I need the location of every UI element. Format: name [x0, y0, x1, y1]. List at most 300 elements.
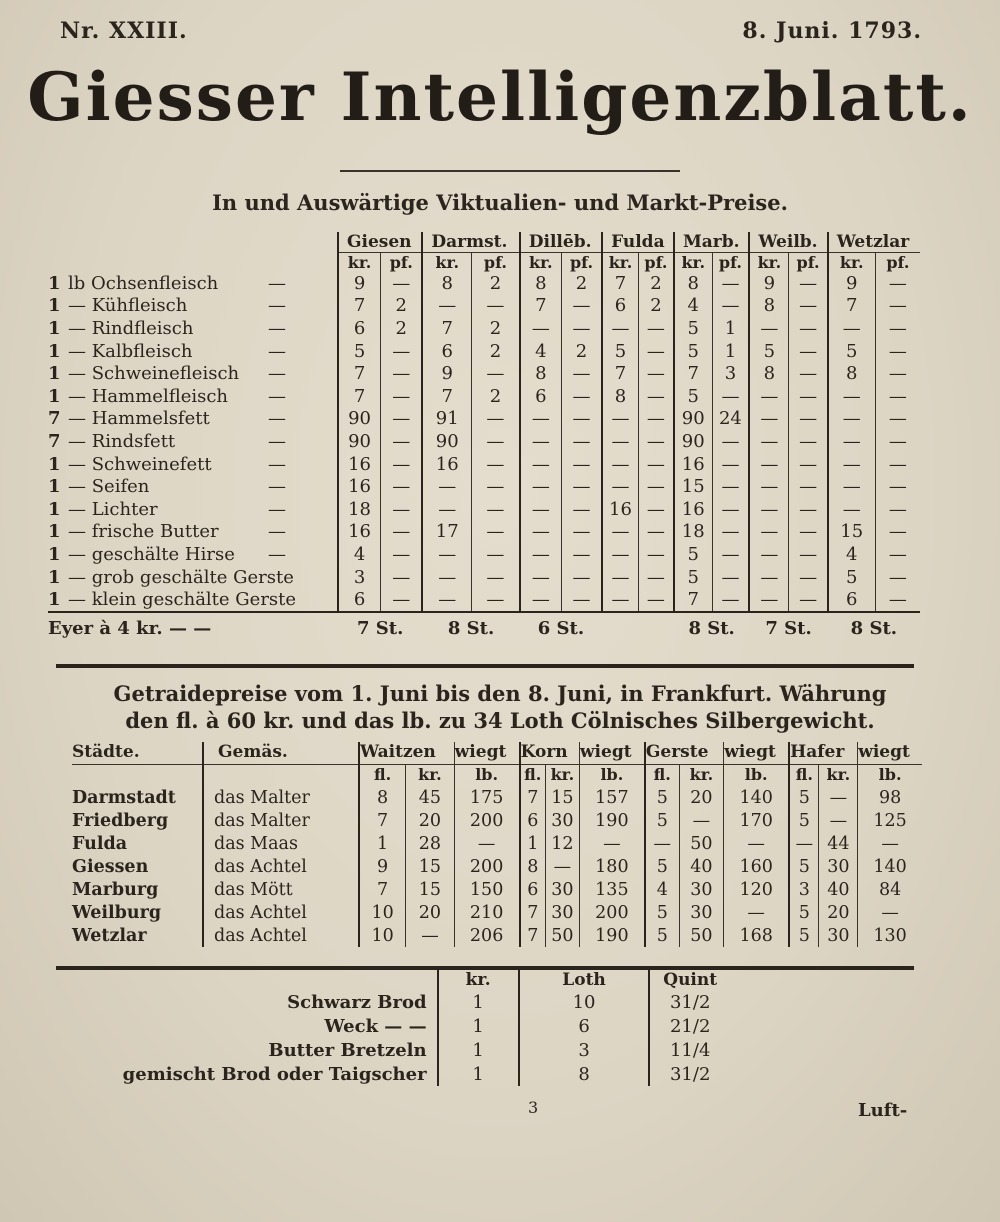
weight-lb: 120: [724, 878, 789, 901]
price-fl: 5: [789, 855, 819, 878]
item-quantity: 1: [48, 498, 61, 520]
price-fl: 5: [645, 786, 679, 809]
item-quantity: 1: [48, 272, 61, 294]
eggs-label: Eyer à 4 kr. — —: [48, 612, 338, 640]
price-kr: 8: [520, 362, 562, 385]
price-kr: —: [520, 588, 562, 612]
price-kr: 4: [828, 543, 876, 566]
item-quantity: 1: [48, 363, 61, 385]
price-kr: 17: [422, 521, 471, 544]
weight-lb: 140: [858, 855, 922, 878]
price-fl: 7: [520, 786, 546, 809]
item-name: — Schweinefleisch: [68, 363, 240, 385]
price-kr: 18: [674, 521, 712, 544]
price-pf: —: [646, 521, 665, 543]
item-dash: —: [268, 408, 286, 430]
price-pf: —: [888, 566, 907, 588]
grain-row: [72, 809, 922, 832]
price-pf: —: [888, 317, 907, 339]
price-kr: 16: [422, 453, 471, 476]
price-kr: —: [749, 453, 789, 476]
price-pf: —: [392, 453, 411, 475]
item-quantity: 1: [48, 317, 61, 339]
price-pf: —: [646, 408, 665, 430]
bread-row: [110, 990, 730, 1014]
price-pf: 2: [489, 385, 502, 407]
price-kr: 15: [828, 521, 876, 544]
price-kr: 90: [674, 408, 712, 431]
price-pf: —: [888, 430, 907, 452]
price-pf: —: [572, 385, 591, 407]
price-kr: 7: [674, 588, 712, 612]
price-kr: 20: [679, 786, 724, 809]
item-cell: [48, 566, 338, 589]
price-pf: —: [486, 589, 505, 611]
price-fl: 4: [645, 878, 679, 901]
item-cell: [48, 385, 338, 408]
price-pf: —: [392, 385, 411, 407]
item-cell: [48, 475, 338, 498]
price-kr: 5: [674, 340, 712, 363]
price-pf: —: [572, 476, 591, 498]
price-pf: —: [888, 340, 907, 362]
price-pf: 1: [724, 340, 737, 362]
weight-lb: —: [454, 832, 519, 855]
item-quantity: 7: [48, 408, 61, 430]
price-kr: 16: [338, 453, 381, 476]
price-pf: —: [799, 589, 818, 611]
price-pf: 2: [395, 317, 407, 339]
price-pf: —: [572, 543, 591, 565]
price-fl: 5: [789, 924, 819, 947]
price-pf: —: [392, 566, 411, 588]
weight-lb: 170: [724, 809, 789, 832]
price-pf: —: [486, 363, 505, 385]
price-pf: —: [799, 317, 818, 339]
price-kr: 5: [674, 543, 712, 566]
item-cell: [48, 543, 338, 566]
bread-loth: 10: [519, 990, 650, 1014]
price-pf: —: [486, 408, 505, 430]
unit-kr: kr.: [406, 765, 454, 787]
price-pf: —: [721, 430, 740, 452]
item-dash: —: [268, 363, 286, 385]
issue-date: 8. Juni. 1793.: [742, 18, 922, 44]
price-fl: 5: [645, 809, 679, 832]
item-dash: —: [268, 430, 286, 452]
price-kr: 15: [674, 475, 712, 498]
price-kr: 7: [422, 385, 471, 408]
price-kr: 30: [819, 855, 858, 878]
item-cell: [48, 408, 338, 431]
eggs-count: [602, 612, 674, 640]
price-kr: —: [602, 408, 638, 431]
price-pf: —: [572, 408, 591, 430]
price-kr: 8: [602, 385, 638, 408]
price-kr: —: [749, 408, 789, 431]
price-kr: —: [749, 385, 789, 408]
price-kr: —: [602, 588, 638, 612]
price-kr: —: [520, 408, 562, 431]
price-pf: —: [646, 340, 665, 362]
measure-unit: das Mött: [203, 878, 359, 901]
market-row: [48, 362, 920, 385]
town-header: Darmst.: [422, 232, 519, 253]
market-row: [48, 475, 920, 498]
price-kr: 8: [828, 362, 876, 385]
grain-row: [72, 786, 922, 809]
price-kr: 7: [602, 362, 638, 385]
price-fl: 5: [645, 901, 679, 924]
price-kr: 4: [674, 295, 712, 318]
unit-header-row: [48, 253, 920, 273]
price-kr: 5: [749, 340, 789, 363]
price-pf: —: [721, 385, 740, 407]
item-cell: [48, 498, 338, 521]
city-name: Weilburg: [72, 902, 162, 923]
price-kr: —: [520, 430, 562, 453]
price-pf: —: [888, 589, 907, 611]
grain-intro-line-1: Getraidepreise vom 1. Juni bis den 8. Juni, in Frankfurt. Währung: [113, 681, 887, 706]
price-kr: —: [679, 809, 724, 832]
item-name: — Seifen: [68, 476, 150, 498]
price-fl: 7: [520, 924, 546, 947]
price-fl: 7: [520, 901, 546, 924]
item-cell: [48, 521, 338, 544]
price-kr: 6: [422, 340, 471, 363]
price-pf: —: [888, 295, 907, 317]
price-kr: 5: [674, 566, 712, 589]
weight-lb: 190: [579, 924, 644, 947]
unit-lb: lb.: [724, 765, 789, 787]
price-kr: 20: [406, 809, 454, 832]
price-kr: 8: [674, 272, 712, 295]
price-kr: —: [828, 408, 876, 431]
city-name: Friedberg: [72, 810, 169, 831]
quint-header: Quint: [649, 970, 730, 990]
eggs-count: 8 St.: [828, 612, 920, 640]
price-kr: 50: [679, 832, 724, 855]
price-pf: —: [799, 453, 818, 475]
price-kr: 30: [545, 878, 579, 901]
price-pf: —: [572, 566, 591, 588]
price-pf: —: [799, 363, 818, 385]
price-pf: —: [799, 295, 818, 317]
unit-kr: kr.: [602, 253, 638, 273]
price-kr: 15: [406, 878, 454, 901]
price-pf: —: [646, 385, 665, 407]
price-kr: 5: [674, 385, 712, 408]
eggs-count: 7 St.: [338, 612, 422, 640]
weight-lb: 140: [724, 786, 789, 809]
price-kr: 7: [828, 295, 876, 318]
price-kr: 50: [679, 924, 724, 947]
price-pf: —: [799, 340, 818, 362]
weight-lb: 210: [454, 901, 519, 924]
item-name: — Rindsfett: [68, 430, 176, 452]
bread-kr: 1: [438, 1062, 519, 1086]
signature-mark: 3: [528, 1098, 539, 1117]
price-pf: —: [486, 430, 505, 452]
item-quantity: 1: [48, 521, 61, 543]
price-pf: —: [392, 408, 411, 430]
price-pf: —: [799, 430, 818, 452]
price-kr: 5: [338, 340, 381, 363]
weight-lb: 200: [579, 901, 644, 924]
weight-lb: 84: [858, 878, 922, 901]
price-pf: 3: [724, 363, 737, 385]
price-kr: 7: [520, 295, 562, 318]
price-kr: 6: [602, 295, 638, 318]
bread-loth: 6: [519, 1014, 650, 1038]
weight-lb: —: [724, 832, 789, 855]
measure-unit: das Malter: [203, 809, 359, 832]
price-pf: —: [572, 317, 591, 339]
price-pf: —: [486, 521, 505, 543]
item-name: — frische Butter: [68, 521, 219, 543]
price-pf: —: [572, 363, 591, 385]
price-kr: —: [828, 430, 876, 453]
price-pf: —: [486, 453, 505, 475]
price-pf: —: [646, 430, 665, 452]
price-pf: —: [572, 521, 591, 543]
price-kr: 28: [406, 832, 454, 855]
grain-intro-line-2: den fl. à 60 kr. und das lb. zu 34 Loth Cölnisches Silbergewicht.: [125, 708, 875, 733]
price-kr: 9: [749, 272, 789, 295]
price-kr: —: [602, 566, 638, 589]
price-fl: 5: [789, 809, 819, 832]
price-pf: —: [392, 498, 411, 520]
price-pf: —: [888, 453, 907, 475]
item-dash: —: [268, 453, 286, 475]
market-row: [48, 566, 920, 589]
eggs-count: 8 St.: [422, 612, 519, 640]
unit-lb: lb.: [579, 765, 644, 787]
item-cell: [48, 430, 338, 453]
price-kr: 30: [679, 901, 724, 924]
bread-quint: 21/2: [649, 1014, 730, 1038]
item-name: — Rindfleisch: [68, 317, 194, 339]
item-name: — Hammelfleisch: [68, 385, 229, 407]
eggs-count: 8 St.: [674, 612, 749, 640]
weighs-header: wiegt: [454, 742, 519, 765]
price-kr: 30: [545, 901, 579, 924]
price-kr: 7: [602, 272, 638, 295]
catchword: Luft-: [858, 1100, 908, 1121]
price-kr: —: [602, 543, 638, 566]
measure-header: Gemäs.: [203, 742, 359, 765]
weight-lb: 200: [454, 855, 519, 878]
item-cell: [48, 588, 338, 612]
price-kr: 3: [338, 566, 381, 589]
price-pf: —: [721, 521, 740, 543]
price-pf: —: [572, 430, 591, 452]
kr-header: kr.: [438, 970, 519, 990]
unit-kr: kr.: [338, 253, 381, 273]
weight-lb: 130: [858, 924, 922, 947]
item-dash: —: [268, 317, 286, 339]
grain-row: [72, 901, 922, 924]
market-prices-table: [48, 232, 920, 640]
bread-quint: 31/2: [649, 990, 730, 1014]
price-kr: —: [749, 498, 789, 521]
price-pf: 2: [650, 272, 662, 294]
item-quantity: 1: [48, 453, 61, 475]
price-pf: —: [721, 589, 740, 611]
price-kr: 6: [828, 588, 876, 612]
price-pf: —: [572, 295, 591, 317]
price-kr: 5: [674, 317, 712, 340]
bread-name: Weck — —: [324, 1015, 427, 1037]
price-pf: —: [799, 476, 818, 498]
measure-unit: das Malter: [203, 786, 359, 809]
loth-header: Loth: [519, 970, 650, 990]
price-pf: —: [646, 543, 665, 565]
weight-lb: 175: [454, 786, 519, 809]
unit-kr: kr.: [545, 765, 579, 787]
weight-lb: —: [579, 832, 644, 855]
market-row: [48, 295, 920, 318]
item-quantity: 1: [48, 566, 61, 588]
oats-header: Hafer: [789, 742, 858, 765]
bread-name: gemischt Brod oder Taigscher: [122, 1063, 427, 1085]
weight-lb: 150: [454, 878, 519, 901]
item-dash: —: [268, 521, 286, 543]
price-kr: 15: [545, 786, 579, 809]
price-pf: 2: [575, 340, 588, 362]
bread-row: [110, 1014, 730, 1038]
price-kr: 16: [674, 453, 712, 476]
price-kr: —: [749, 588, 789, 612]
price-kr: 45: [406, 786, 454, 809]
price-kr: 20: [819, 901, 858, 924]
weight-lb: 98: [858, 786, 922, 809]
grain-prices-body: [72, 786, 922, 947]
price-fl: 6: [520, 878, 546, 901]
price-pf: —: [799, 498, 818, 520]
price-pf: —: [799, 385, 818, 407]
bread-prices-body: [110, 990, 730, 1086]
market-row: [48, 317, 920, 340]
price-pf: —: [799, 521, 818, 543]
price-kr: —: [422, 295, 471, 318]
item-dash: —: [268, 340, 286, 362]
price-pf: —: [646, 589, 665, 611]
unit-fl: fl.: [789, 765, 819, 787]
unit-kr: kr.: [749, 253, 789, 273]
item-quantity: 1: [48, 340, 61, 362]
price-kr: 9: [828, 272, 876, 295]
weight-lb: —: [858, 832, 922, 855]
item-name: — grob geschälte Gerste: [68, 566, 294, 588]
price-fl: 3: [789, 878, 819, 901]
item-dash: —: [268, 295, 286, 317]
price-fl: 6: [520, 809, 546, 832]
city-name: Wetzlar: [72, 925, 147, 946]
price-kr: 5: [828, 340, 876, 363]
price-kr: 40: [819, 878, 858, 901]
bread-kr: 1: [438, 1038, 519, 1062]
measure-unit: das Achtel: [203, 855, 359, 878]
market-row: [48, 385, 920, 408]
item-name: — Hammelsfett: [68, 408, 210, 430]
price-kr: 7: [338, 295, 381, 318]
price-pf: —: [799, 272, 818, 294]
unit-lb: lb.: [454, 765, 519, 787]
eggs-count: 6 St.: [520, 612, 602, 640]
price-kr: —: [520, 453, 562, 476]
grain-prices-table: [72, 742, 922, 947]
eggs-row: [48, 612, 920, 640]
item-cell: [48, 295, 338, 318]
bread-prices-table: [110, 970, 730, 1086]
price-pf: —: [721, 476, 740, 498]
price-kr: —: [819, 786, 858, 809]
city-name: Fulda: [72, 833, 128, 854]
item-cell: [48, 453, 338, 476]
bread-loth: 3: [519, 1038, 650, 1062]
price-kr: —: [422, 475, 471, 498]
price-kr: 9: [338, 272, 381, 295]
price-kr: 15: [406, 855, 454, 878]
weight-lb: 190: [579, 809, 644, 832]
city-name: Marburg: [72, 879, 159, 900]
unit-pf: pf.: [569, 253, 594, 272]
price-kr: 16: [338, 475, 381, 498]
price-kr: —: [422, 566, 471, 589]
bread-row: [110, 1038, 730, 1062]
unit-kr: kr.: [828, 253, 876, 273]
price-kr: —: [520, 317, 562, 340]
price-pf: —: [392, 521, 411, 543]
price-pf: —: [888, 408, 907, 430]
price-fl: 7: [359, 809, 406, 832]
weight-lb: 168: [724, 924, 789, 947]
unit-pf: pf.: [483, 253, 507, 272]
price-kr: 91: [422, 408, 471, 431]
price-pf: —: [392, 589, 411, 611]
unit-pf: pf.: [796, 253, 820, 272]
item-name: — Schweinefett: [68, 453, 212, 475]
item-dash: —: [268, 272, 286, 294]
cities-header: Städte.: [72, 742, 203, 765]
unit-kr: kr.: [819, 765, 858, 787]
unit-fl: fl.: [520, 765, 546, 787]
item-dash: —: [268, 498, 286, 520]
price-pf: —: [392, 340, 411, 362]
price-pf: —: [721, 498, 740, 520]
price-pf: 2: [650, 295, 662, 317]
price-pf: —: [486, 476, 505, 498]
price-kr: 30: [819, 924, 858, 947]
weight-lb: 135: [579, 878, 644, 901]
price-fl: 1: [520, 832, 546, 855]
item-dash: —: [268, 543, 286, 565]
price-kr: —: [520, 543, 562, 566]
price-fl: 5: [645, 855, 679, 878]
unit-pf: pf.: [644, 253, 668, 272]
price-pf: —: [486, 295, 505, 317]
measure-unit: das Achtel: [203, 901, 359, 924]
price-kr: —: [602, 430, 638, 453]
item-name: — Lichter: [68, 498, 158, 520]
price-kr: —: [520, 498, 562, 521]
weighs-header: wiegt: [858, 742, 922, 765]
price-kr: —: [602, 521, 638, 544]
price-pf: 1: [724, 317, 737, 339]
price-fl: 5: [789, 901, 819, 924]
market-row: [48, 430, 920, 453]
